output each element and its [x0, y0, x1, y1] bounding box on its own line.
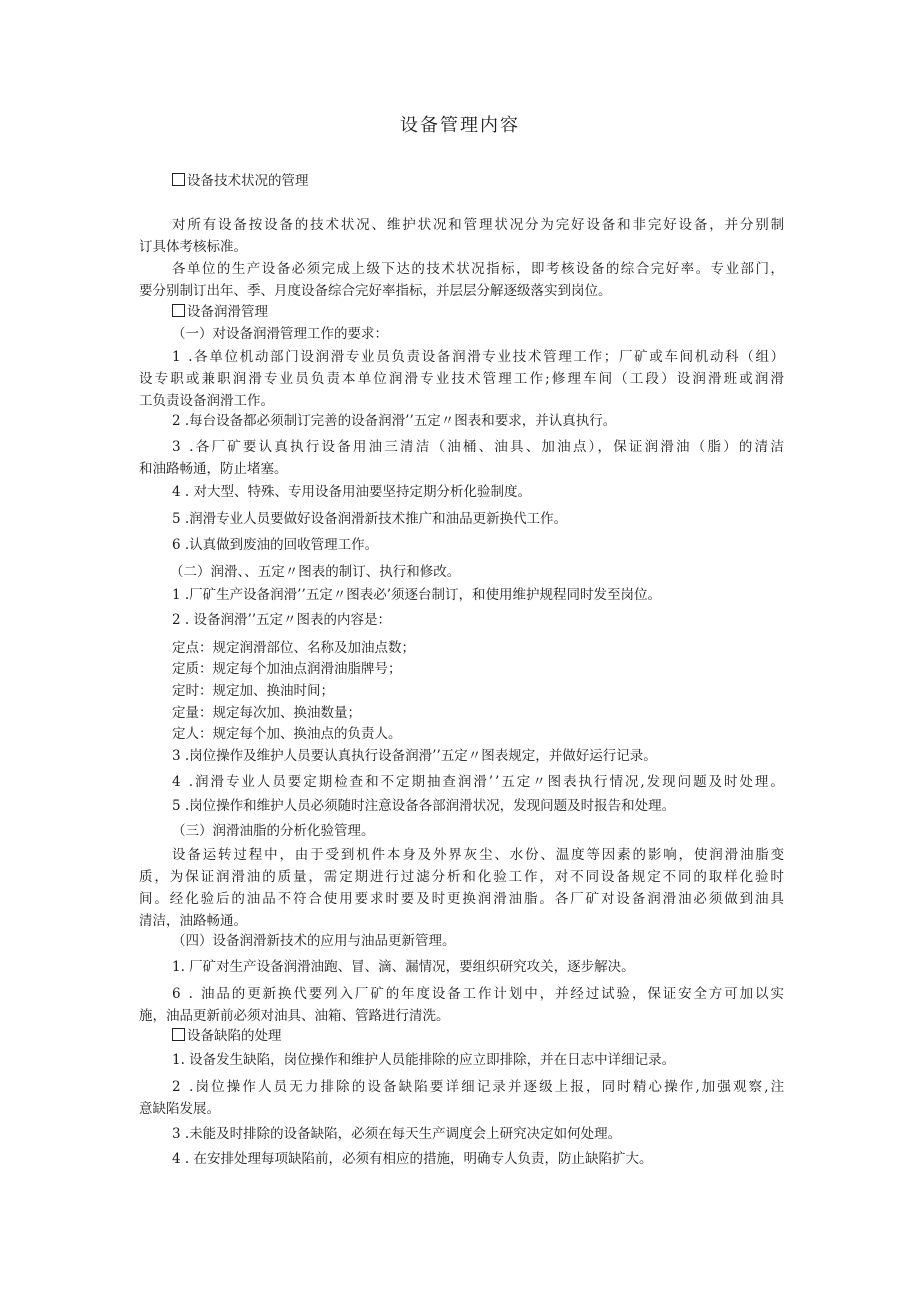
text-line: [172, 773, 786, 791]
line-text: 3 .未能及时排除的设备缺陷，必须在每天生产调度会上研究决定如何处理。: [172, 1126, 622, 1142]
line-text: 设备缺陷的处理: [187, 1028, 282, 1044]
text-line: [139, 392, 274, 410]
line-text: 质，为保证润滑油的质量，需定期进行过滤分析和化验工作，对不同设备规定不同的取样化验时: [139, 869, 786, 885]
text-line: [172, 797, 675, 815]
line-text: 6 . 油品的更新换代要列入厂矿的年度设备工作计划中，并经过试验，保证安全方可加以实: [172, 986, 786, 1002]
text-line: [172, 260, 785, 278]
line-text: 订具体考核标准。: [139, 239, 247, 255]
text-line: [172, 747, 657, 765]
line-text: 设专职或兼职润滑专业员负责本单位润滑专业技术管理工作;修理车间（工段）设润滑班或润滑: [139, 371, 787, 387]
line-text: 定质：规定每个加油点润滑油脂牌号；: [172, 661, 402, 677]
text-line: [139, 238, 247, 256]
line-text: 定量：规定每次加、换油数量；: [172, 705, 361, 721]
line-text: 工负责设备润滑工作。: [139, 393, 274, 409]
text-line: [172, 510, 567, 528]
line-text: 设备技术状况的管理: [187, 173, 309, 189]
line-text: 设备润滑管理: [187, 304, 268, 320]
text-line: [172, 483, 531, 501]
line-text: 5 .岗位操作和维护人员必须随时注意设备各部润滑状况，发现问题及时报告和处理。: [172, 798, 676, 814]
line-text: 意缺陷发展。: [139, 1101, 220, 1117]
text-line: [139, 460, 288, 478]
line-text: （三）润滑油脂的分析化验管理。: [172, 823, 375, 839]
text-line: [172, 846, 786, 864]
line-text: 6 .认真做到废油的回收管理工作。: [172, 537, 379, 553]
line-text: 定点：规定润滑部位、名称及加油点数；: [172, 640, 415, 656]
text-line: [139, 1007, 450, 1025]
section-heading: [172, 172, 309, 190]
line-text: 3 .岗位操作及维护人员要认真执行设备润滑’’五定〃图表规定，并做好运行记录。: [172, 748, 657, 764]
line-text: 清洁，油路畅通。: [139, 913, 247, 929]
text-line: [139, 370, 786, 388]
line-text: 1. 厂矿对生产设备润滑油跑、冒、滴、漏情况，要组织研究攻关，逐步解决。: [172, 959, 635, 975]
line-text: （二）润滑、、五定〃图表的制订、执行和修改。: [170, 564, 461, 580]
text-line: [172, 1078, 786, 1096]
line-text: 定人：规定每个加、换油点的负责人。: [172, 726, 402, 742]
text-line: [172, 1051, 675, 1069]
line-text: 4 . 在安排处理每项缺陷前，必须有相应的措施，明确专人负责，防止缺陷扩大。: [172, 1151, 653, 1167]
line-text: 定时：规定加、换油时间；: [172, 683, 334, 699]
line-text: 4 .润滑专业人员要定期检查和不定期抽查润滑’’五定〃图表执行情况,发现问题及时处理。: [172, 774, 786, 790]
text-line: [172, 348, 786, 366]
text-line: [172, 822, 375, 840]
line-text: 5 .润滑专业人员要做好设备润滑新技术推广和油品更新换代工作。: [172, 511, 568, 527]
text-line: [172, 1150, 652, 1168]
text-line: [172, 639, 415, 657]
text-line: [139, 868, 786, 886]
checkbox-square-icon: [172, 1028, 185, 1041]
line-text: 2 .每台设备都必须制订完善的设备润滑’’五定〃图表和要求，并认真执行。: [172, 413, 617, 429]
text-line: [172, 536, 378, 554]
text-line: [172, 611, 391, 629]
text-line: [139, 1100, 220, 1118]
text-line: [139, 282, 612, 300]
section-heading: [172, 1027, 282, 1045]
line-text: 2 .岗位操作人员无力排除的设备缺陷要详细记录并逐级上报，同时精心操作,加强观察,注: [172, 1079, 787, 1095]
text-line: [172, 216, 786, 234]
line-text: 对所有设备按设备的技术状况、维护状况和管理状况分为完好设备和非完好设备，并分别制: [172, 217, 786, 233]
line-text: 3 .各厂矿要认真执行设备用油三清洁（油桶、油具、加油点），保证润滑油（脂）的清洁: [172, 439, 787, 455]
line-text: 各单位的生产设备必须完成上级下达的技术状况指标，即考核设备的综合完好率。专业部门，: [172, 261, 786, 277]
text-line: [172, 932, 456, 950]
line-text: （四）设备润滑新技术的应用与油品更新管理。: [172, 933, 456, 949]
text-line: [172, 682, 334, 700]
line-text: 和油路畅通，防止堵塞。: [139, 461, 288, 477]
line-text: 2 . 设备润滑’’五定〃图表的内容是：: [172, 612, 392, 628]
text-line: [172, 586, 661, 604]
text-line: [172, 704, 361, 722]
checkbox-square-icon: [172, 173, 185, 186]
text-line: [172, 985, 786, 1003]
section-heading: [172, 303, 268, 321]
text-line: [172, 325, 388, 343]
text-line: [139, 912, 247, 930]
line-text: 1. 设备发生缺陷，岗位操作和维护人员能排除的应立即排除，并在日志中详细记录。: [172, 1052, 676, 1068]
line-text: 要分别制订出年、季、月度设备综合完好率指标，并层层分解逐级落实到岗位。: [139, 283, 612, 299]
text-line: [170, 563, 460, 581]
checkbox-square-icon: [172, 304, 185, 317]
text-line: [172, 725, 402, 743]
line-text: 1 .各单位机动部门设润滑专业员负责设备润滑专业技术管理工作；厂矿或车间机动科（组）: [172, 349, 786, 365]
document-title: 设备管理内容: [400, 115, 520, 136]
text-line: [172, 412, 616, 430]
line-text: 设备运转过程中，由于受到机件本身及外界灰尘、水份、温度等因素的影响，使润滑油脂变: [172, 847, 786, 863]
line-text: 4 . 对大型、特殊、专用设备用油要坚持定期分析化验制度。: [172, 484, 531, 500]
line-text: 施，油品更新前必须对油具、油箱、管路进行清洗。: [139, 1008, 450, 1024]
text-line: [172, 958, 635, 976]
line-text: （一）对设备润滑管理工作的要求：: [172, 326, 388, 342]
line-text: 1 .厂矿生产设备润滑’’五定〃图表必’须逐台制订，和使用维护规程同时发至岗位。: [172, 587, 662, 603]
line-text: 间。经化验后的油品不符合使用要求时要及时更换润滑油脂。各厂矿对设备润滑油必须做到油具: [139, 891, 786, 907]
text-line: [172, 660, 402, 678]
text-line: [172, 438, 786, 456]
text-line: [172, 1125, 621, 1143]
text-line: [139, 890, 786, 908]
